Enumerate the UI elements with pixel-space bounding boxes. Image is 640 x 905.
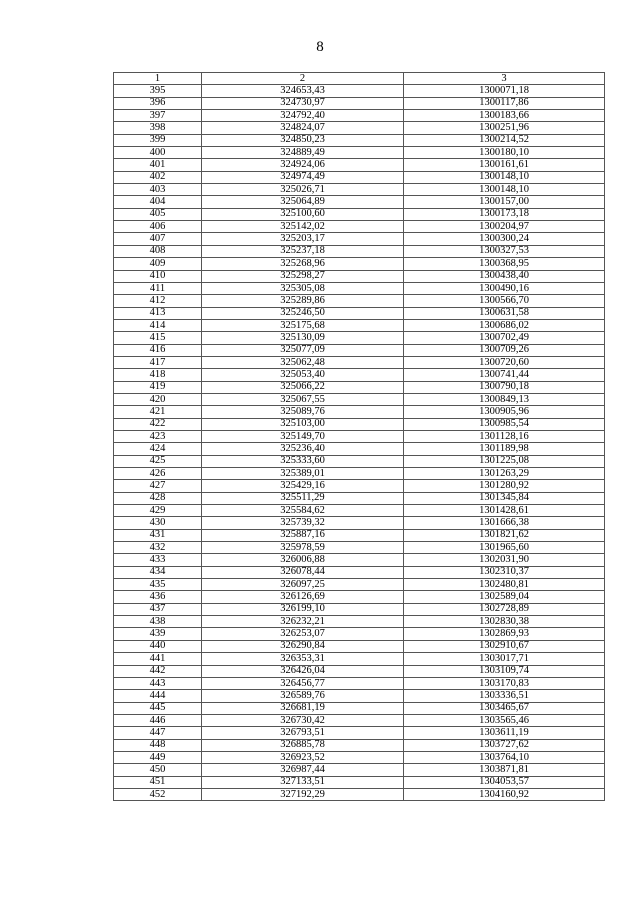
table-row <box>114 418 605 430</box>
table-row <box>114 97 605 109</box>
point-number-cell: 415 <box>114 332 202 344</box>
table-row <box>114 505 605 517</box>
point-number-cell: 420 <box>114 393 202 405</box>
y-coordinate-cell: 1300148,10 <box>404 184 605 196</box>
y-coordinate-cell: 1300148,10 <box>404 171 605 183</box>
x-coordinate-cell: 326426,04 <box>202 665 404 677</box>
y-coordinate-cell: 1300849,13 <box>404 393 605 405</box>
table-row <box>114 393 605 405</box>
point-number-cell: 407 <box>114 233 202 245</box>
x-coordinate-cell: 325130,09 <box>202 332 404 344</box>
y-coordinate-cell: 1301345,84 <box>404 492 605 504</box>
x-coordinate-cell: 324824,07 <box>202 122 404 134</box>
x-coordinate-cell: 326006,88 <box>202 554 404 566</box>
table-row <box>114 443 605 455</box>
y-coordinate-cell: 1303764,10 <box>404 751 605 763</box>
table-row <box>114 480 605 492</box>
point-number-cell: 431 <box>114 529 202 541</box>
table-row <box>114 788 605 800</box>
x-coordinate-cell: 325175,68 <box>202 319 404 331</box>
table-row <box>114 542 605 554</box>
x-coordinate-cell: 325305,08 <box>202 282 404 294</box>
x-coordinate-cell: 326253,07 <box>202 628 404 640</box>
x-coordinate-cell: 325236,40 <box>202 443 404 455</box>
point-number-cell: 437 <box>114 603 202 615</box>
table-row <box>114 245 605 257</box>
y-coordinate-cell: 1301280,92 <box>404 480 605 492</box>
table-row <box>114 134 605 146</box>
point-number-cell: 409 <box>114 258 202 270</box>
table-row <box>114 356 605 368</box>
x-coordinate-cell: 325149,70 <box>202 430 404 442</box>
x-coordinate-cell: 324974,49 <box>202 171 404 183</box>
y-coordinate-cell: 1301128,16 <box>404 430 605 442</box>
table-row <box>114 665 605 677</box>
x-coordinate-cell: 324653,43 <box>202 85 404 97</box>
point-number-cell: 447 <box>114 727 202 739</box>
point-number-cell: 395 <box>114 85 202 97</box>
y-coordinate-cell: 1302031,90 <box>404 554 605 566</box>
x-coordinate-cell: 325237,18 <box>202 245 404 257</box>
x-coordinate-cell: 325584,62 <box>202 505 404 517</box>
point-number-cell: 444 <box>114 690 202 702</box>
x-coordinate-cell: 325089,76 <box>202 406 404 418</box>
point-number-cell: 397 <box>114 110 202 122</box>
table-row <box>114 184 605 196</box>
page-number: 8 <box>316 39 324 55</box>
table-row <box>114 579 605 591</box>
point-number-cell: 430 <box>114 517 202 529</box>
x-coordinate-cell: 326232,21 <box>202 616 404 628</box>
point-number-cell: 433 <box>114 554 202 566</box>
table-row <box>114 233 605 245</box>
table-row <box>114 714 605 726</box>
x-coordinate-cell: 325268,96 <box>202 258 404 270</box>
table-row <box>114 455 605 467</box>
table-row <box>114 739 605 751</box>
point-number-cell: 434 <box>114 566 202 578</box>
point-number-cell: 425 <box>114 455 202 467</box>
x-coordinate-cell: 326589,76 <box>202 690 404 702</box>
point-number-cell: 451 <box>114 776 202 788</box>
point-number-cell: 449 <box>114 751 202 763</box>
x-coordinate-cell: 327133,51 <box>202 776 404 788</box>
x-coordinate-cell: 325333,60 <box>202 455 404 467</box>
x-coordinate-cell: 324792,40 <box>202 110 404 122</box>
point-number-cell: 406 <box>114 221 202 233</box>
point-number-cell: 426 <box>114 468 202 480</box>
point-number-cell: 450 <box>114 764 202 776</box>
point-number-cell: 452 <box>114 788 202 800</box>
x-coordinate-cell: 324850,23 <box>202 134 404 146</box>
x-coordinate-cell: 325062,48 <box>202 356 404 368</box>
y-coordinate-cell: 1300327,53 <box>404 245 605 257</box>
x-coordinate-cell: 325511,29 <box>202 492 404 504</box>
table-row <box>114 258 605 270</box>
table-row <box>114 702 605 714</box>
y-coordinate-cell: 1303170,83 <box>404 677 605 689</box>
x-coordinate-cell: 326923,52 <box>202 751 404 763</box>
y-coordinate-cell: 1304160,92 <box>404 788 605 800</box>
x-coordinate-cell: 325066,22 <box>202 381 404 393</box>
x-coordinate-cell: 326456,77 <box>202 677 404 689</box>
x-coordinate-cell: 325389,01 <box>202 468 404 480</box>
x-coordinate-cell: 325100,60 <box>202 208 404 220</box>
table-row <box>114 295 605 307</box>
point-number-cell: 439 <box>114 628 202 640</box>
table-row <box>114 764 605 776</box>
point-number-cell: 448 <box>114 739 202 751</box>
table-row <box>114 653 605 665</box>
table-row <box>114 344 605 356</box>
y-coordinate-cell: 1300300,24 <box>404 233 605 245</box>
y-coordinate-cell: 1300368,95 <box>404 258 605 270</box>
x-coordinate-cell: 326078,44 <box>202 566 404 578</box>
y-coordinate-cell: 1300438,40 <box>404 270 605 282</box>
x-coordinate-cell: 325053,40 <box>202 369 404 381</box>
table-row <box>114 468 605 480</box>
point-number-cell: 424 <box>114 443 202 455</box>
point-number-cell: 443 <box>114 677 202 689</box>
table-row <box>114 147 605 159</box>
y-coordinate-cell: 1301225,08 <box>404 455 605 467</box>
x-coordinate-cell: 326885,78 <box>202 739 404 751</box>
table-row <box>114 727 605 739</box>
y-coordinate-cell: 1300183,66 <box>404 110 605 122</box>
y-coordinate-cell: 1300204,97 <box>404 221 605 233</box>
x-coordinate-cell: 325246,50 <box>202 307 404 319</box>
table-row <box>114 381 605 393</box>
point-number-cell: 399 <box>114 134 202 146</box>
column-header-2: 2 <box>202 73 404 85</box>
point-number-cell: 438 <box>114 616 202 628</box>
point-number-cell: 411 <box>114 282 202 294</box>
table-row <box>114 282 605 294</box>
table-row <box>114 517 605 529</box>
point-number-cell: 446 <box>114 714 202 726</box>
y-coordinate-cell: 1300985,54 <box>404 418 605 430</box>
table-row <box>114 492 605 504</box>
y-coordinate-cell: 1303465,67 <box>404 702 605 714</box>
x-coordinate-cell: 326793,51 <box>202 727 404 739</box>
table-row <box>114 566 605 578</box>
y-coordinate-cell: 1303336,51 <box>404 690 605 702</box>
table-row <box>114 319 605 331</box>
point-number-cell: 405 <box>114 208 202 220</box>
y-coordinate-cell: 1301263,29 <box>404 468 605 480</box>
y-coordinate-cell: 1300117,86 <box>404 97 605 109</box>
point-number-cell: 398 <box>114 122 202 134</box>
column-header-3: 3 <box>404 73 605 85</box>
x-coordinate-cell: 325978,59 <box>202 542 404 554</box>
table-row <box>114 221 605 233</box>
table-row <box>114 690 605 702</box>
column-header-1: 1 <box>114 73 202 85</box>
y-coordinate-cell: 1302310,37 <box>404 566 605 578</box>
table-body <box>114 85 605 801</box>
y-coordinate-cell: 1301189,98 <box>404 443 605 455</box>
y-coordinate-cell: 1303871,81 <box>404 764 605 776</box>
table-row <box>114 332 605 344</box>
table-row <box>114 430 605 442</box>
y-coordinate-cell: 1302830,38 <box>404 616 605 628</box>
table-row <box>114 616 605 628</box>
point-number-cell: 423 <box>114 430 202 442</box>
point-number-cell: 441 <box>114 653 202 665</box>
table-row <box>114 122 605 134</box>
y-coordinate-cell: 1300631,58 <box>404 307 605 319</box>
y-coordinate-cell: 1300180,10 <box>404 147 605 159</box>
y-coordinate-cell: 1302728,89 <box>404 603 605 615</box>
y-coordinate-cell: 1300790,18 <box>404 381 605 393</box>
y-coordinate-cell: 1300686,02 <box>404 319 605 331</box>
x-coordinate-cell: 326681,19 <box>202 702 404 714</box>
y-coordinate-cell: 1302910,67 <box>404 640 605 652</box>
point-number-cell: 421 <box>114 406 202 418</box>
y-coordinate-cell: 1300214,52 <box>404 134 605 146</box>
y-coordinate-cell: 1300490,16 <box>404 282 605 294</box>
point-number-cell: 404 <box>114 196 202 208</box>
x-coordinate-cell: 325203,17 <box>202 233 404 245</box>
x-coordinate-cell: 324889,49 <box>202 147 404 159</box>
y-coordinate-cell: 1303565,46 <box>404 714 605 726</box>
y-coordinate-cell: 1300905,96 <box>404 406 605 418</box>
y-coordinate-cell: 1300720,60 <box>404 356 605 368</box>
point-number-cell: 432 <box>114 542 202 554</box>
x-coordinate-cell: 326199,10 <box>202 603 404 615</box>
y-coordinate-cell: 1301821,62 <box>404 529 605 541</box>
table-row <box>114 554 605 566</box>
point-number-cell: 442 <box>114 665 202 677</box>
x-coordinate-cell: 325429,16 <box>202 480 404 492</box>
table-row <box>114 110 605 122</box>
table-row <box>114 529 605 541</box>
y-coordinate-cell: 1300161,61 <box>404 159 605 171</box>
y-coordinate-cell: 1300741,44 <box>404 369 605 381</box>
x-coordinate-cell: 324730,97 <box>202 97 404 109</box>
point-number-cell: 412 <box>114 295 202 307</box>
y-coordinate-cell: 1303611,19 <box>404 727 605 739</box>
table-row <box>114 591 605 603</box>
table-row <box>114 208 605 220</box>
table-row <box>114 640 605 652</box>
point-number-cell: 445 <box>114 702 202 714</box>
point-number-cell: 429 <box>114 505 202 517</box>
x-coordinate-cell: 326987,44 <box>202 764 404 776</box>
point-number-cell: 419 <box>114 381 202 393</box>
y-coordinate-cell: 1302869,93 <box>404 628 605 640</box>
point-number-cell: 414 <box>114 319 202 331</box>
table-row <box>114 270 605 282</box>
y-coordinate-cell: 1301428,61 <box>404 505 605 517</box>
point-number-cell: 408 <box>114 245 202 257</box>
y-coordinate-cell: 1300702,49 <box>404 332 605 344</box>
x-coordinate-cell: 325739,32 <box>202 517 404 529</box>
point-number-cell: 402 <box>114 171 202 183</box>
x-coordinate-cell: 325887,16 <box>202 529 404 541</box>
point-number-cell: 440 <box>114 640 202 652</box>
y-coordinate-cell: 1300071,18 <box>404 85 605 97</box>
y-coordinate-cell: 1303727,62 <box>404 739 605 751</box>
y-coordinate-cell: 1303017,71 <box>404 653 605 665</box>
y-coordinate-cell: 1300173,18 <box>404 208 605 220</box>
point-number-cell: 428 <box>114 492 202 504</box>
x-coordinate-cell: 324924,06 <box>202 159 404 171</box>
point-number-cell: 413 <box>114 307 202 319</box>
coordinates-table <box>113 72 605 801</box>
x-coordinate-cell: 325298,27 <box>202 270 404 282</box>
y-coordinate-cell: 1300251,96 <box>404 122 605 134</box>
point-number-cell: 403 <box>114 184 202 196</box>
y-coordinate-cell: 1300157,00 <box>404 196 605 208</box>
x-coordinate-cell: 326290,84 <box>202 640 404 652</box>
table-row <box>114 85 605 97</box>
point-number-cell: 435 <box>114 579 202 591</box>
point-number-cell: 416 <box>114 344 202 356</box>
table-row <box>114 196 605 208</box>
table-row <box>114 776 605 788</box>
y-coordinate-cell: 1304053,57 <box>404 776 605 788</box>
x-coordinate-cell: 325026,71 <box>202 184 404 196</box>
point-number-cell: 418 <box>114 369 202 381</box>
y-coordinate-cell: 1301666,38 <box>404 517 605 529</box>
point-number-cell: 396 <box>114 97 202 109</box>
point-number-cell: 427 <box>114 480 202 492</box>
table-row <box>114 369 605 381</box>
x-coordinate-cell: 326097,25 <box>202 579 404 591</box>
table-row <box>114 307 605 319</box>
table-row <box>114 406 605 418</box>
x-coordinate-cell: 326353,31 <box>202 653 404 665</box>
y-coordinate-cell: 1302589,04 <box>404 591 605 603</box>
point-number-cell: 401 <box>114 159 202 171</box>
point-number-cell: 436 <box>114 591 202 603</box>
x-coordinate-cell: 327192,29 <box>202 788 404 800</box>
point-number-cell: 400 <box>114 147 202 159</box>
x-coordinate-cell: 325142,02 <box>202 221 404 233</box>
x-coordinate-cell: 326730,42 <box>202 714 404 726</box>
y-coordinate-cell: 1300566,70 <box>404 295 605 307</box>
table-header-row <box>114 73 605 85</box>
y-coordinate-cell: 1300709,26 <box>404 344 605 356</box>
table-row <box>114 171 605 183</box>
point-number-cell: 422 <box>114 418 202 430</box>
table-row <box>114 159 605 171</box>
y-coordinate-cell: 1301965,60 <box>404 542 605 554</box>
x-coordinate-cell: 326126,69 <box>202 591 404 603</box>
y-coordinate-cell: 1303109,74 <box>404 665 605 677</box>
table-row <box>114 677 605 689</box>
point-number-cell: 417 <box>114 356 202 368</box>
table-row <box>114 751 605 763</box>
x-coordinate-cell: 325289,86 <box>202 295 404 307</box>
y-coordinate-cell: 1302480,81 <box>404 579 605 591</box>
x-coordinate-cell: 325064,89 <box>202 196 404 208</box>
point-number-cell: 410 <box>114 270 202 282</box>
table-row <box>114 603 605 615</box>
x-coordinate-cell: 325103,00 <box>202 418 404 430</box>
table-row <box>114 628 605 640</box>
x-coordinate-cell: 325067,55 <box>202 393 404 405</box>
x-coordinate-cell: 325077,09 <box>202 344 404 356</box>
